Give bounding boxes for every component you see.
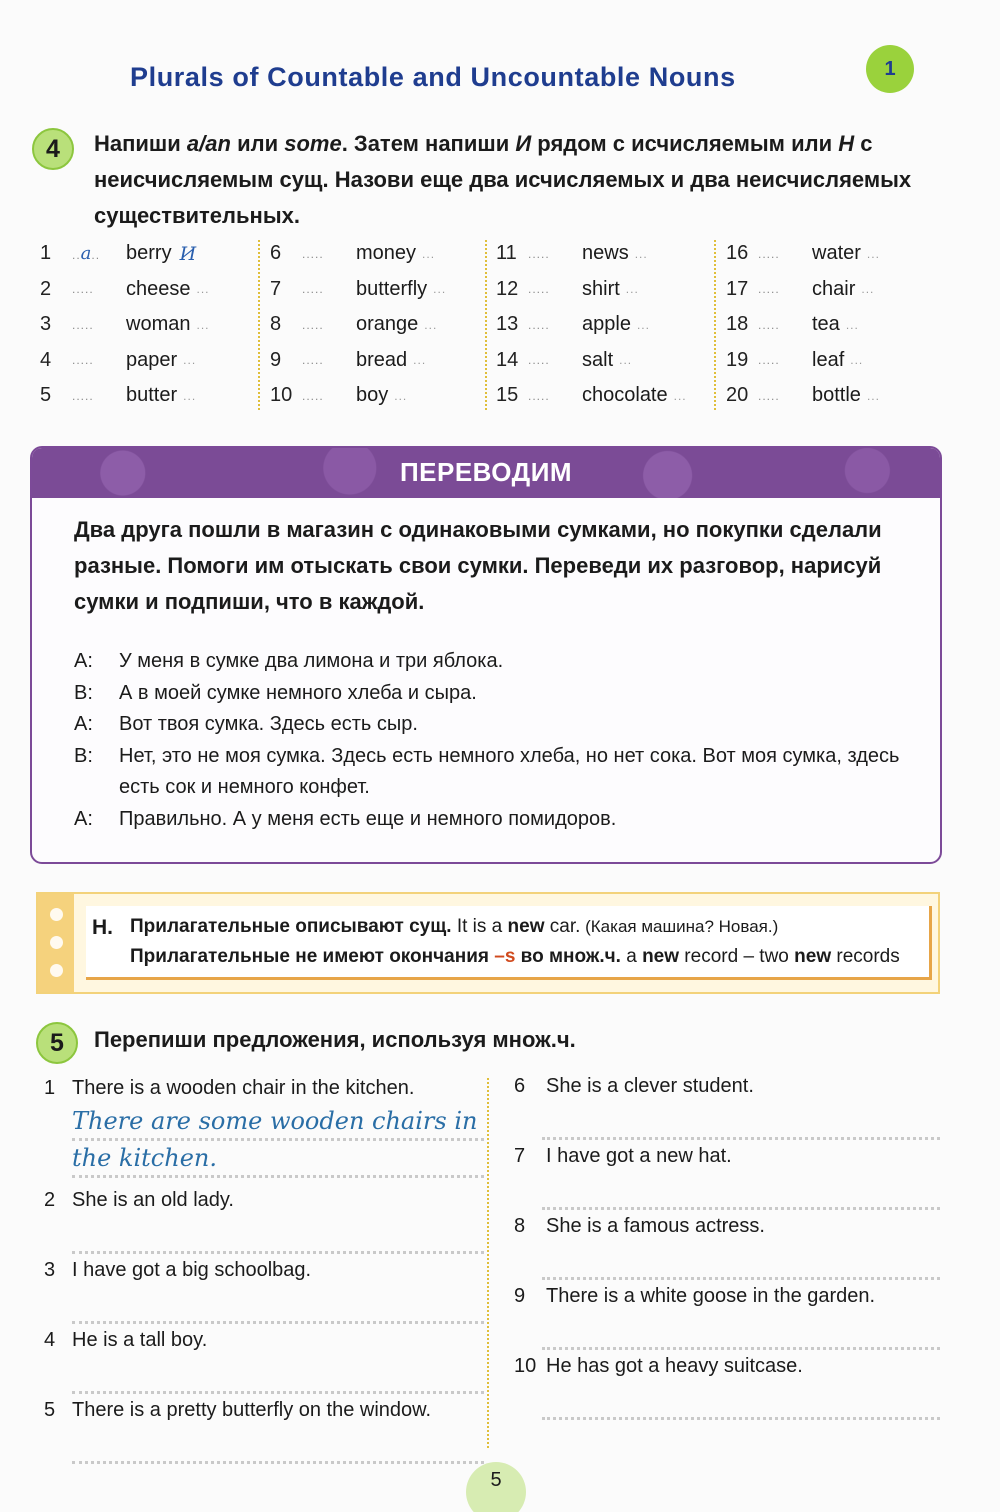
noun-word: bread <box>356 348 408 371</box>
list-item[interactable] <box>496 378 716 414</box>
page-title: Plurals of Countable and Uncountable Nouns <box>130 62 736 92</box>
speaker: A: <box>74 807 93 830</box>
noun-word: shirt <box>582 277 620 300</box>
answer-line[interactable] <box>542 1312 940 1350</box>
sentence: 2 She is an old lady. <box>44 1189 234 1211</box>
answer-blank[interactable]: ..... <box>758 282 780 297</box>
noun-word: leaf <box>812 348 845 371</box>
grammar-rule-box <box>36 892 940 994</box>
binder-hole-icon <box>50 936 63 949</box>
list-item[interactable] <box>40 343 260 379</box>
mark-blank[interactable]: ... <box>394 388 408 403</box>
translate-box <box>30 446 942 864</box>
noun-word: salt <box>582 348 614 371</box>
dialogue-text: Правильно. А у меня есть еще и немного помидоров. <box>119 807 617 830</box>
list-item[interactable] <box>496 307 716 343</box>
answer-blank[interactable]: ..a.. <box>72 243 101 265</box>
answer-blank[interactable]: ..... <box>302 353 324 368</box>
answer-line[interactable] <box>542 1382 940 1420</box>
mark-blank[interactable]: ... <box>196 317 210 332</box>
mark-blank[interactable]: ... <box>845 317 859 332</box>
list-item[interactable] <box>496 236 716 272</box>
list-item[interactable] <box>270 236 490 272</box>
translate-box-instruction: Два друга пошли в магазин с одинаковыми сумками, но покупки сделали разные. Помоги им отыскать свои сумки. Переведи их разговор, нарисуй сумки и подпиши, что в каждой. <box>74 517 882 614</box>
speaker: B: <box>74 681 93 704</box>
sentence: 7 I have got a new hat. <box>514 1145 732 1167</box>
sentence-item <box>44 1394 484 1464</box>
item-number: 15 <box>496 384 519 407</box>
item-number: 3 <box>40 313 52 336</box>
answer-line[interactable] <box>542 1102 940 1140</box>
sentences-right <box>514 1070 940 1420</box>
noun-word: chair <box>812 277 856 300</box>
noun-word: butterfly <box>356 277 428 300</box>
sentence: 10 He has got a heavy suitcase. <box>514 1355 803 1377</box>
rule-letter: H. <box>92 916 113 939</box>
noun-column-2 <box>270 236 490 416</box>
answer-blank[interactable]: ..... <box>302 317 324 332</box>
rule-line-2: Прилагательные не имеют окончания –s во множ.ч. a new record – two new records <box>130 946 900 967</box>
answer-blank[interactable]: ..... <box>72 317 94 332</box>
column-divider <box>487 1078 489 1448</box>
noun-word: chocolate <box>582 384 668 407</box>
item-number: 10 <box>270 384 293 407</box>
mark-blank[interactable]: ... <box>433 282 447 297</box>
answer-blank[interactable]: ..... <box>302 388 324 403</box>
rule-content <box>86 906 932 980</box>
handwritten-mark: И <box>179 242 197 265</box>
answer-blank[interactable]: ..... <box>528 388 550 403</box>
answer-line[interactable] <box>72 1286 484 1324</box>
dialogue-line <box>74 646 914 678</box>
answer-blank[interactable]: ..... <box>72 282 94 297</box>
answer-blank[interactable]: ..... <box>302 246 324 261</box>
noun-word: paper <box>126 348 178 371</box>
item-number: 13 <box>496 313 519 336</box>
mark-blank[interactable]: ... <box>196 282 210 297</box>
noun-word: boy <box>356 384 389 407</box>
list-item[interactable] <box>726 307 926 343</box>
list-item[interactable] <box>270 307 490 343</box>
dialogue-text: Вот твоя сумка. Здесь есть сыр. <box>119 713 418 735</box>
noun-word: money <box>356 242 417 265</box>
list-item[interactable] <box>726 378 926 414</box>
item-number: 12 <box>496 277 519 300</box>
list-item[interactable] <box>726 236 926 272</box>
sentence-item <box>44 1184 484 1254</box>
binder-hole-icon <box>50 908 63 921</box>
unit-badge: 1 <box>866 45 914 93</box>
noun-word: news <box>582 242 629 265</box>
item-number: 2 <box>40 277 52 300</box>
mark-blank[interactable]: ... <box>850 353 864 368</box>
sentence: 6 She is a clever student. <box>514 1075 754 1097</box>
speaker: A: <box>74 650 93 672</box>
noun-column-4 <box>726 236 926 416</box>
answer-blank[interactable]: ..... <box>758 388 780 403</box>
answer-blank[interactable]: ..... <box>528 353 550 368</box>
sentences-left <box>44 1072 484 1464</box>
sentence-item <box>44 1254 484 1324</box>
list-item[interactable] <box>40 272 260 308</box>
sentence: 5 There is a pretty butterfly on the window. <box>44 1399 432 1421</box>
sentence: 8 She is a famous actress. <box>514 1215 765 1237</box>
mark-blank[interactable]: ... <box>634 246 648 261</box>
mark-blank[interactable]: ... <box>424 317 438 332</box>
item-number: 18 <box>726 313 749 336</box>
mark-blank[interactable]: ... <box>625 282 639 297</box>
answer-line[interactable] <box>542 1242 940 1280</box>
answer-blank[interactable]: ..... <box>302 282 324 297</box>
item-number: 11 <box>496 242 517 265</box>
noun-column-3 <box>496 236 716 416</box>
sentence-item <box>514 1140 940 1210</box>
mark-blank[interactable]: ... <box>183 353 197 368</box>
noun-column-1 <box>40 236 260 416</box>
dialogue-line <box>74 804 914 836</box>
list-item[interactable] <box>40 378 260 414</box>
sentence-item <box>514 1280 940 1350</box>
mark-blank[interactable]: ... <box>866 388 880 403</box>
item-number: 8 <box>270 313 282 336</box>
mark-blank[interactable]: ... <box>413 353 427 368</box>
answer-line[interactable]: There are some wooden chairs in <box>72 1104 484 1141</box>
sentence: 1 There is a wooden chair in the kitchen. <box>44 1077 415 1099</box>
list-item[interactable] <box>270 378 490 414</box>
item-number: 7 <box>270 277 282 300</box>
noun-word: tea <box>812 313 840 336</box>
dialogue-text: А в моей сумке немного хлеба и сыра. <box>119 681 477 704</box>
sentence: 9 There is a white goose in the garden. <box>514 1285 876 1307</box>
answer-blank[interactable]: ..... <box>758 353 780 368</box>
noun-word: apple <box>582 313 631 336</box>
mark-blank[interactable]: ... <box>422 246 436 261</box>
dialogue-line <box>74 741 914 804</box>
item-number: 19 <box>726 348 749 371</box>
dialogue <box>74 646 914 835</box>
exercise-5-badge: 5 <box>36 1022 78 1064</box>
answer-blank[interactable]: ..... <box>72 388 94 403</box>
answer-blank[interactable]: ..... <box>72 353 94 368</box>
item-number: 4 <box>40 348 52 371</box>
sentence: 4 He is a tall boy. <box>44 1329 208 1351</box>
sentence-item <box>44 1324 484 1394</box>
answer-line[interactable] <box>72 1216 484 1254</box>
list-item[interactable] <box>726 272 926 308</box>
exercise-5-instruction: Перепиши предложения, используя множ.ч. <box>94 1027 576 1052</box>
item-number: 14 <box>496 348 519 371</box>
list-item[interactable] <box>726 343 926 379</box>
item-number: 20 <box>726 384 749 407</box>
sentence-item <box>514 1070 940 1140</box>
mark-blank[interactable]: ... <box>673 388 687 403</box>
answer-blank[interactable]: ..... <box>528 282 550 297</box>
answer-blank[interactable]: ..... <box>758 246 780 261</box>
answer-blank[interactable]: ..... <box>528 317 550 332</box>
notebook-tab <box>38 894 74 992</box>
answer-line[interactable] <box>72 1426 484 1464</box>
exercise-4-instruction: Напиши a/an или some. Затем напиши И рядом с исчисляемым или Н с неисчисляемым сущ. Назови еще два исчисляемых и два неисчисляемых существительных. <box>94 131 912 228</box>
item-number: 17 <box>726 277 749 300</box>
list-item[interactable] <box>40 236 260 272</box>
list-item[interactable] <box>40 307 260 343</box>
noun-word: bottle <box>812 384 861 407</box>
binder-hole-icon <box>50 964 63 977</box>
noun-word: butter <box>126 384 178 407</box>
mark-blank[interactable]: ... <box>861 282 875 297</box>
item-number: 5 <box>40 384 52 407</box>
noun-word: water <box>812 242 861 265</box>
page-number: 5 <box>466 1462 526 1512</box>
mark-blank[interactable]: ... <box>183 388 197 403</box>
handwritten-answer: a <box>80 243 92 265</box>
mark-blank[interactable]: ... <box>619 353 633 368</box>
exercise-4-badge: 4 <box>32 128 74 170</box>
noun-word: orange <box>356 313 419 336</box>
list-item[interactable] <box>270 272 490 308</box>
item-number: 9 <box>270 348 282 371</box>
list-item[interactable] <box>496 343 716 379</box>
sentence: 3 I have got a big schoolbag. <box>44 1259 312 1281</box>
list-item[interactable] <box>270 343 490 379</box>
answer-line[interactable] <box>72 1356 484 1394</box>
noun-word: berry <box>126 242 172 265</box>
answer-line[interactable]: the kitchen. <box>72 1141 484 1178</box>
item-number: 6 <box>270 242 282 265</box>
list-item[interactable] <box>496 272 716 308</box>
item-number: 16 <box>726 242 749 265</box>
speaker: A: <box>74 713 93 735</box>
rule-line-1: Прилагательные описывают сущ. It is a new car. (Какая машина? Новая.) <box>130 916 779 937</box>
noun-list <box>40 236 920 416</box>
noun-word: cheese <box>126 277 191 300</box>
answer-line[interactable] <box>542 1172 940 1210</box>
sentence-item <box>44 1072 484 1182</box>
answer-blank[interactable]: ..... <box>758 317 780 332</box>
sentence-item <box>514 1350 940 1420</box>
dialogue-line <box>74 678 914 710</box>
item-number: 1 <box>40 242 52 265</box>
mark-blank[interactable]: ... <box>636 317 650 332</box>
dialogue-line <box>74 709 914 741</box>
answer-blank[interactable]: ..... <box>528 246 550 261</box>
dialogue-text: Нет, это не моя сумка. Здесь есть немного хлеба, но нет сока. Вот моя сумка, здесь есть сок и немного конфет. <box>119 744 900 798</box>
dialogue-text: У меня в сумке два лимона и три яблока. <box>119 650 504 672</box>
noun-word: woman <box>126 313 191 336</box>
speaker: B: <box>74 744 93 767</box>
sentence-item <box>514 1210 940 1280</box>
mark-blank[interactable]: ... <box>866 246 880 261</box>
translate-box-title: ПЕРЕВОДИМ <box>32 448 940 498</box>
